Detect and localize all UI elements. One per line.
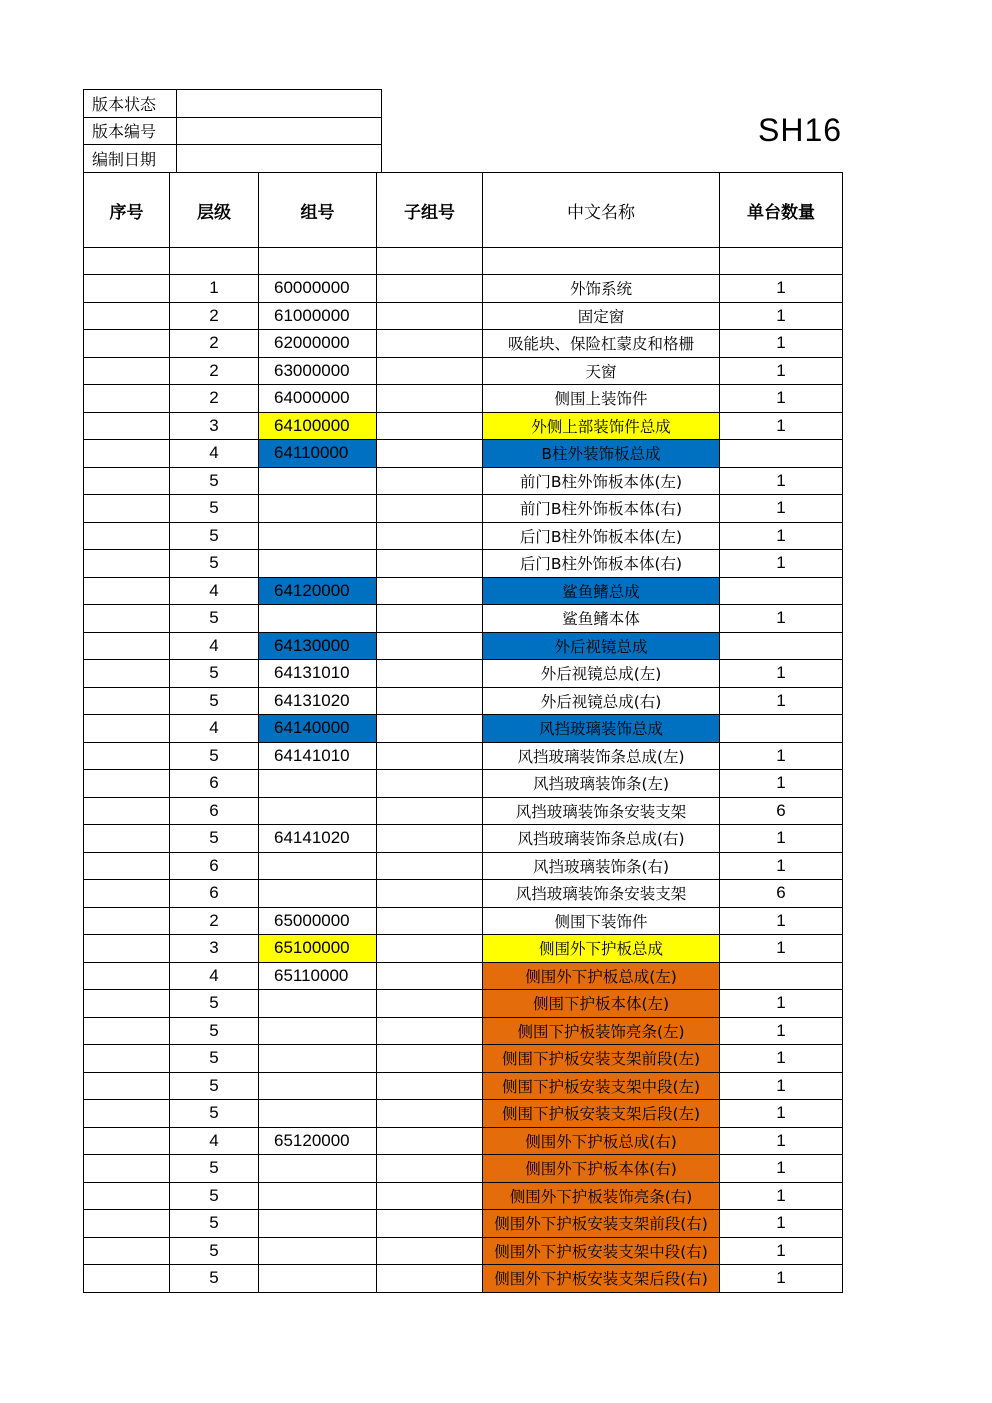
- cell-qty[interactable]: [720, 632, 843, 660]
- cell-subgroup[interactable]: [377, 825, 483, 853]
- cell-group[interactable]: 62000000: [259, 330, 377, 358]
- cell-group[interactable]: [259, 990, 377, 1018]
- cell-subgroup[interactable]: [377, 385, 483, 413]
- cell-group[interactable]: 64141020: [259, 825, 377, 853]
- table-row: [84, 935, 843, 963]
- version-status-row: [84, 90, 382, 118]
- table-row: [84, 1210, 843, 1238]
- cell-qty[interactable]: 1: [720, 522, 843, 550]
- cell-name[interactable]: 侧围外下护板安装支架中段(右): [483, 1237, 720, 1265]
- cell-name[interactable]: 侧围下装饰件: [483, 907, 720, 935]
- cell-qty[interactable]: 1: [720, 1127, 843, 1155]
- cell-subgroup[interactable]: [377, 1237, 483, 1265]
- cell-seq[interactable]: [84, 1237, 170, 1265]
- cell-group[interactable]: 60000000: [259, 275, 377, 303]
- cell-name[interactable]: 侧围下护板本体(左): [483, 990, 720, 1018]
- cell-qty[interactable]: 1: [720, 1100, 843, 1128]
- cell-level[interactable]: 5: [170, 1210, 259, 1238]
- cell-name[interactable]: 侧围下护板安装支架前段(左): [483, 1045, 720, 1073]
- cell-level[interactable]: 5: [170, 1045, 259, 1073]
- cell-seq[interactable]: [84, 770, 170, 798]
- cell-group[interactable]: 65110000: [259, 962, 377, 990]
- col-header-seq: 序号: [84, 173, 170, 248]
- table-row: [84, 1072, 843, 1100]
- cell-name[interactable]: 固定窗: [483, 302, 720, 330]
- cell-group[interactable]: 64131010: [259, 660, 377, 688]
- cell-group[interactable]: [259, 1182, 377, 1210]
- table-row: [84, 385, 843, 413]
- cell-group[interactable]: 64110000: [259, 440, 377, 468]
- cell-subgroup[interactable]: [377, 330, 483, 358]
- cell-seq[interactable]: [84, 1182, 170, 1210]
- table-row: [84, 577, 843, 605]
- cell-seq[interactable]: [84, 880, 170, 908]
- cell-level[interactable]: 5: [170, 522, 259, 550]
- cell-subgroup[interactable]: [377, 1155, 483, 1183]
- cell-seq[interactable]: [84, 550, 170, 578]
- cell-level[interactable]: 4: [170, 1127, 259, 1155]
- cell-seq[interactable]: [84, 1072, 170, 1100]
- cell-level[interactable]: 6: [170, 852, 259, 880]
- cell-qty[interactable]: [720, 440, 843, 468]
- cell-qty[interactable]: 6: [720, 797, 843, 825]
- cell-subgroup[interactable]: [377, 880, 483, 908]
- cell-seq[interactable]: [84, 797, 170, 825]
- cell-subgroup[interactable]: [377, 687, 483, 715]
- table-row: [84, 962, 843, 990]
- cell-name[interactable]: 侧围外下护板总成(右): [483, 1127, 720, 1155]
- cell-name[interactable]: 侧围外下护板安装支架后段(右): [483, 1265, 720, 1293]
- cell-name[interactable]: 吸能块、保险杠蒙皮和格栅: [483, 330, 720, 358]
- table-row: [84, 330, 843, 358]
- cell-qty[interactable]: [720, 715, 843, 743]
- cell-subgroup[interactable]: [377, 660, 483, 688]
- table-row: [84, 852, 843, 880]
- table-row: [84, 495, 843, 523]
- cell-qty[interactable]: 1: [720, 1182, 843, 1210]
- cell-subgroup[interactable]: [377, 522, 483, 550]
- table-row: [84, 1237, 843, 1265]
- bom-header-row: [84, 173, 843, 248]
- cell-name[interactable]: 外后视镜总成(右): [483, 687, 720, 715]
- cell-subgroup[interactable]: [377, 852, 483, 880]
- cell-level[interactable]: 5: [170, 990, 259, 1018]
- cell-group[interactable]: [259, 1100, 377, 1128]
- cell-group[interactable]: 64130000: [259, 632, 377, 660]
- cell-seq[interactable]: [84, 1127, 170, 1155]
- cell-group[interactable]: [259, 1265, 377, 1293]
- cell-level[interactable]: 5: [170, 1237, 259, 1265]
- cell-subgroup[interactable]: [377, 248, 483, 275]
- cell-group[interactable]: [259, 880, 377, 908]
- cell-seq[interactable]: [84, 660, 170, 688]
- cell-level[interactable]: 2: [170, 357, 259, 385]
- cell-qty[interactable]: 1: [720, 1155, 843, 1183]
- cell-name[interactable]: 鲨鱼鳍总成: [483, 577, 720, 605]
- cell-subgroup[interactable]: [377, 1017, 483, 1045]
- cell-qty[interactable]: 1: [720, 302, 843, 330]
- cell-level[interactable]: [170, 248, 259, 275]
- cell-level[interactable]: 5: [170, 1100, 259, 1128]
- cell-subgroup[interactable]: [377, 1072, 483, 1100]
- cell-name[interactable]: 风挡玻璃装饰条总成(右): [483, 825, 720, 853]
- table-row: [84, 907, 843, 935]
- cell-group[interactable]: [259, 1017, 377, 1045]
- cell-qty[interactable]: 1: [720, 467, 843, 495]
- cell-subgroup[interactable]: [377, 632, 483, 660]
- cell-group[interactable]: 65120000: [259, 1127, 377, 1155]
- cell-group[interactable]: [259, 467, 377, 495]
- cell-qty[interactable]: 1: [720, 357, 843, 385]
- compile-date-row: [84, 145, 382, 173]
- cell-qty[interactable]: 1: [720, 1017, 843, 1045]
- cell-level[interactable]: 6: [170, 797, 259, 825]
- bom-table: [83, 172, 843, 1293]
- cell-subgroup[interactable]: [377, 935, 483, 963]
- cell-seq[interactable]: [84, 302, 170, 330]
- version-status-value[interactable]: [177, 90, 382, 118]
- cell-name[interactable]: B柱外装饰板总成: [483, 440, 720, 468]
- cell-subgroup[interactable]: [377, 1100, 483, 1128]
- cell-subgroup[interactable]: [377, 1045, 483, 1073]
- cell-subgroup[interactable]: [377, 467, 483, 495]
- table-row: [84, 1265, 843, 1293]
- cell-subgroup[interactable]: [377, 357, 483, 385]
- cell-qty[interactable]: 1: [720, 770, 843, 798]
- cell-seq[interactable]: [84, 990, 170, 1018]
- cell-subgroup[interactable]: [377, 605, 483, 633]
- cell-qty[interactable]: 1: [720, 687, 843, 715]
- cell-name[interactable]: 风挡玻璃装饰条总成(左): [483, 742, 720, 770]
- col-header-group: 组号: [259, 173, 377, 248]
- cell-seq[interactable]: [84, 1155, 170, 1183]
- cell-name[interactable]: 外后视镜总成(左): [483, 660, 720, 688]
- cell-level[interactable]: 5: [170, 1017, 259, 1045]
- cell-name[interactable]: 侧围外下护板本体(右): [483, 1155, 720, 1183]
- table-row: [84, 440, 843, 468]
- compile-date-label: 编制日期: [84, 145, 177, 173]
- cell-level[interactable]: 5: [170, 687, 259, 715]
- blank-row: [84, 248, 843, 275]
- cell-name[interactable]: 侧围下护板安装支架中段(左): [483, 1072, 720, 1100]
- cell-level[interactable]: 1: [170, 275, 259, 303]
- cell-qty[interactable]: 1: [720, 852, 843, 880]
- cell-name[interactable]: 风挡玻璃装饰条(右): [483, 852, 720, 880]
- cell-name[interactable]: 风挡玻璃装饰总成: [483, 715, 720, 743]
- cell-name[interactable]: 侧围外下护板安装支架前段(右): [483, 1210, 720, 1238]
- table-row: [84, 742, 843, 770]
- table-row: [84, 550, 843, 578]
- cell-level[interactable]: 4: [170, 632, 259, 660]
- cell-qty[interactable]: 1: [720, 385, 843, 413]
- cell-qty[interactable]: 1: [720, 412, 843, 440]
- cell-level[interactable]: 4: [170, 962, 259, 990]
- cell-name[interactable]: 侧围外下护板总成: [483, 935, 720, 963]
- cell-level[interactable]: 4: [170, 577, 259, 605]
- cell-level[interactable]: 6: [170, 770, 259, 798]
- cell-qty[interactable]: 1: [720, 1210, 843, 1238]
- cell-level[interactable]: 5: [170, 742, 259, 770]
- cell-name[interactable]: 外后视镜总成: [483, 632, 720, 660]
- cell-subgroup[interactable]: [377, 907, 483, 935]
- cell-seq[interactable]: [84, 852, 170, 880]
- cell-group[interactable]: 64141010: [259, 742, 377, 770]
- cell-qty[interactable]: [720, 962, 843, 990]
- cell-name[interactable]: 鲨鱼鳍本体: [483, 605, 720, 633]
- cell-seq[interactable]: [84, 275, 170, 303]
- cell-seq[interactable]: [84, 248, 170, 275]
- cell-subgroup[interactable]: [377, 1127, 483, 1155]
- cell-qty[interactable]: 1: [720, 660, 843, 688]
- cell-name[interactable]: 风挡玻璃装饰条(左): [483, 770, 720, 798]
- version-number-value[interactable]: [177, 117, 382, 145]
- cell-subgroup[interactable]: [377, 550, 483, 578]
- cell-name[interactable]: 天窗: [483, 357, 720, 385]
- cell-subgroup[interactable]: [377, 962, 483, 990]
- cell-seq[interactable]: [84, 440, 170, 468]
- cell-name[interactable]: 前门B柱外饰板本体(右): [483, 495, 720, 523]
- cell-name[interactable]: 后门B柱外饰板本体(左): [483, 522, 720, 550]
- table-row: [84, 1045, 843, 1073]
- cell-qty[interactable]: 1: [720, 825, 843, 853]
- cell-qty[interactable]: [720, 577, 843, 605]
- cell-seq[interactable]: [84, 632, 170, 660]
- cell-name[interactable]: 前门B柱外饰板本体(左): [483, 467, 720, 495]
- cell-level[interactable]: 6: [170, 880, 259, 908]
- cell-group[interactable]: [259, 770, 377, 798]
- cell-qty[interactable]: 1: [720, 605, 843, 633]
- cell-qty[interactable]: 1: [720, 1265, 843, 1293]
- cell-qty[interactable]: 1: [720, 1072, 843, 1100]
- cell-level[interactable]: 5: [170, 825, 259, 853]
- cell-level[interactable]: 5: [170, 605, 259, 633]
- table-row: [84, 715, 843, 743]
- cell-group[interactable]: [259, 1237, 377, 1265]
- cell-subgroup[interactable]: [377, 797, 483, 825]
- cell-group[interactable]: 64140000: [259, 715, 377, 743]
- cell-seq[interactable]: [84, 1265, 170, 1293]
- cell-group[interactable]: 63000000: [259, 357, 377, 385]
- cell-level[interactable]: 5: [170, 1072, 259, 1100]
- table-row: [84, 1017, 843, 1045]
- cell-name[interactable]: 外侧上部装饰件总成: [483, 412, 720, 440]
- version-number-row: [84, 117, 382, 145]
- version-status-label: 版本状态: [84, 90, 177, 118]
- cell-group[interactable]: [259, 797, 377, 825]
- cell-group[interactable]: 65100000: [259, 935, 377, 963]
- cell-name[interactable]: 风挡玻璃装饰条安装支架: [483, 880, 720, 908]
- table-row: [84, 880, 843, 908]
- cell-qty[interactable]: 1: [720, 330, 843, 358]
- cell-name[interactable]: 侧围下护板安装支架后段(左): [483, 1100, 720, 1128]
- cell-seq[interactable]: [84, 715, 170, 743]
- cell-seq[interactable]: [84, 577, 170, 605]
- cell-seq[interactable]: [84, 1045, 170, 1073]
- cell-group[interactable]: [259, 550, 377, 578]
- table-row: [84, 1155, 843, 1183]
- cell-subgroup[interactable]: [377, 440, 483, 468]
- cell-level[interactable]: 5: [170, 1265, 259, 1293]
- cell-name[interactable]: 侧围上装饰件: [483, 385, 720, 413]
- cell-group[interactable]: 64100000: [259, 412, 377, 440]
- cell-group[interactable]: [259, 522, 377, 550]
- cell-qty[interactable]: 1: [720, 742, 843, 770]
- cell-level[interactable]: 4: [170, 715, 259, 743]
- cell-qty[interactable]: [720, 248, 843, 275]
- cell-seq[interactable]: [84, 962, 170, 990]
- table-row: [84, 1182, 843, 1210]
- table-row: [84, 1100, 843, 1128]
- cell-subgroup[interactable]: [377, 742, 483, 770]
- cell-level[interactable]: 5: [170, 550, 259, 578]
- cell-subgroup[interactable]: [377, 412, 483, 440]
- table-row: [84, 275, 843, 303]
- cell-group[interactable]: 61000000: [259, 302, 377, 330]
- cell-seq[interactable]: [84, 467, 170, 495]
- cell-group[interactable]: 64000000: [259, 385, 377, 413]
- cell-subgroup[interactable]: [377, 990, 483, 1018]
- table-row: [84, 687, 843, 715]
- cell-level[interactable]: 2: [170, 302, 259, 330]
- cell-group[interactable]: [259, 248, 377, 275]
- cell-subgroup[interactable]: [377, 1210, 483, 1238]
- cell-seq[interactable]: [84, 907, 170, 935]
- cell-name[interactable]: 后门B柱外饰板本体(右): [483, 550, 720, 578]
- table-row: [84, 990, 843, 1018]
- cell-qty[interactable]: 6: [720, 880, 843, 908]
- cell-group[interactable]: [259, 495, 377, 523]
- cell-level[interactable]: 5: [170, 1155, 259, 1183]
- cell-seq[interactable]: [84, 605, 170, 633]
- cell-seq[interactable]: [84, 385, 170, 413]
- cell-group[interactable]: [259, 1210, 377, 1238]
- cell-level[interactable]: 4: [170, 440, 259, 468]
- table-row: [84, 467, 843, 495]
- col-header-subgroup: 子组号: [377, 173, 483, 248]
- cell-level[interactable]: 2: [170, 907, 259, 935]
- table-row: [84, 412, 843, 440]
- version-info-table: [83, 89, 382, 173]
- table-row: [84, 1127, 843, 1155]
- cell-qty[interactable]: 1: [720, 275, 843, 303]
- cell-level[interactable]: 5: [170, 467, 259, 495]
- cell-seq[interactable]: [84, 1210, 170, 1238]
- cell-seq[interactable]: [84, 1017, 170, 1045]
- cell-seq[interactable]: [84, 825, 170, 853]
- cell-name[interactable]: [483, 248, 720, 275]
- table-row: [84, 797, 843, 825]
- cell-qty[interactable]: 1: [720, 495, 843, 523]
- table-row: [84, 605, 843, 633]
- cell-group[interactable]: [259, 1155, 377, 1183]
- cell-qty[interactable]: 1: [720, 907, 843, 935]
- cell-group[interactable]: [259, 1072, 377, 1100]
- table-row: [84, 825, 843, 853]
- cell-seq[interactable]: [84, 1100, 170, 1128]
- cell-seq[interactable]: [84, 412, 170, 440]
- cell-level[interactable]: 5: [170, 660, 259, 688]
- cell-seq[interactable]: [84, 522, 170, 550]
- cell-subgroup[interactable]: [377, 715, 483, 743]
- cell-name[interactable]: 侧围下护板装饰亮条(左): [483, 1017, 720, 1045]
- cell-group[interactable]: 64131020: [259, 687, 377, 715]
- cell-qty[interactable]: 1: [720, 1045, 843, 1073]
- cell-level[interactable]: 5: [170, 495, 259, 523]
- cell-name[interactable]: 风挡玻璃装饰条安装支架: [483, 797, 720, 825]
- cell-qty[interactable]: 1: [720, 935, 843, 963]
- cell-seq[interactable]: [84, 687, 170, 715]
- cell-subgroup[interactable]: [377, 577, 483, 605]
- cell-seq[interactable]: [84, 742, 170, 770]
- cell-group[interactable]: [259, 1045, 377, 1073]
- cell-seq[interactable]: [84, 330, 170, 358]
- cell-name[interactable]: 外饰系统: [483, 275, 720, 303]
- table-row: [84, 632, 843, 660]
- cell-name[interactable]: 侧围外下护板装饰亮条(右): [483, 1182, 720, 1210]
- cell-group[interactable]: [259, 852, 377, 880]
- cell-subgroup[interactable]: [377, 495, 483, 523]
- cell-group[interactable]: [259, 605, 377, 633]
- cell-level[interactable]: 2: [170, 385, 259, 413]
- table-row: [84, 660, 843, 688]
- cell-subgroup[interactable]: [377, 770, 483, 798]
- cell-qty[interactable]: 1: [720, 550, 843, 578]
- cell-seq[interactable]: [84, 935, 170, 963]
- table-row: [84, 522, 843, 550]
- cell-seq[interactable]: [84, 357, 170, 385]
- cell-qty[interactable]: 1: [720, 1237, 843, 1265]
- cell-name[interactable]: 侧围外下护板总成(左): [483, 962, 720, 990]
- cell-group[interactable]: 64120000: [259, 577, 377, 605]
- col-header-level: 层级: [170, 173, 259, 248]
- cell-level[interactable]: 3: [170, 935, 259, 963]
- cell-level[interactable]: 2: [170, 330, 259, 358]
- cell-qty[interactable]: 1: [720, 990, 843, 1018]
- cell-subgroup[interactable]: [377, 275, 483, 303]
- bom-body: [84, 248, 843, 1293]
- cell-seq[interactable]: [84, 495, 170, 523]
- document-title: SH16: [758, 112, 843, 148]
- compile-date-value[interactable]: [177, 145, 382, 173]
- version-number-label: 版本编号: [84, 117, 177, 145]
- cell-subgroup[interactable]: [377, 1265, 483, 1293]
- col-header-name: 中文名称: [483, 173, 720, 248]
- cell-group[interactable]: 65000000: [259, 907, 377, 935]
- cell-level[interactable]: 5: [170, 1182, 259, 1210]
- cell-level[interactable]: 3: [170, 412, 259, 440]
- table-row: [84, 302, 843, 330]
- col-header-qty: 单台数量: [720, 173, 843, 248]
- table-row: [84, 357, 843, 385]
- cell-subgroup[interactable]: [377, 302, 483, 330]
- cell-subgroup[interactable]: [377, 1182, 483, 1210]
- table-row: [84, 770, 843, 798]
